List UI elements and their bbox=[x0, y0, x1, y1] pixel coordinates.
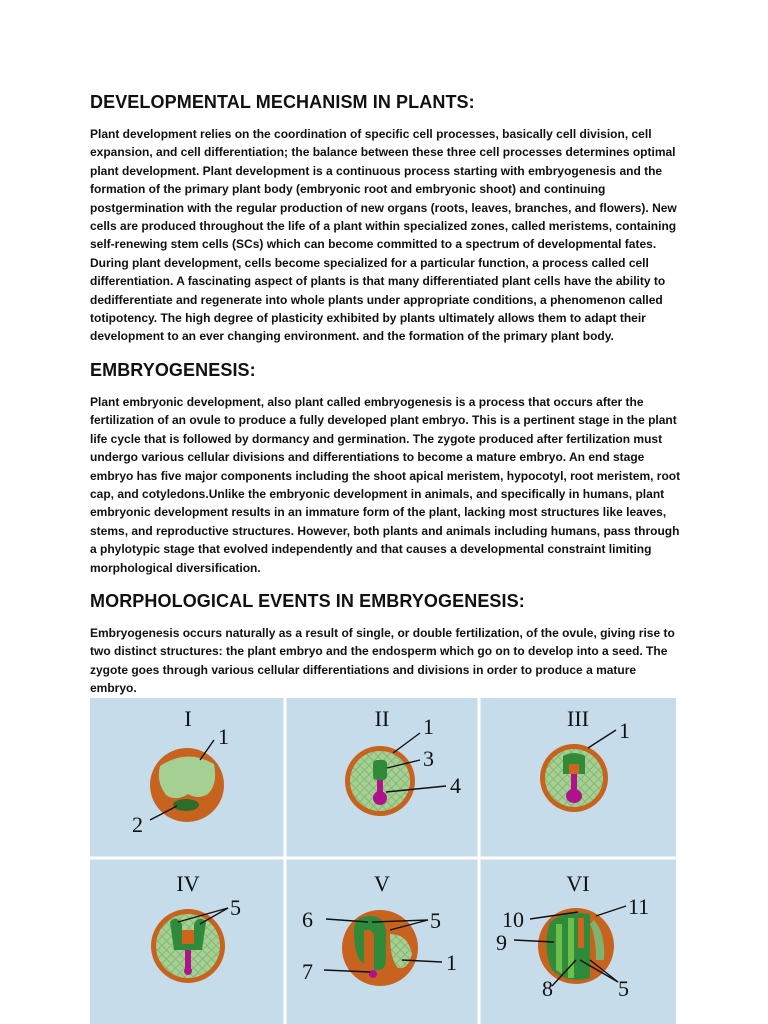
stage-5-root-cap bbox=[369, 970, 377, 978]
stage-3-suspensor bbox=[571, 774, 577, 790]
stage-6-label-5: 5 bbox=[618, 976, 629, 1001]
stage-1-label-1: 1 bbox=[218, 724, 229, 749]
stage-4-core bbox=[182, 930, 194, 944]
stage-2-suspensor bbox=[377, 780, 383, 792]
stage-6-panel bbox=[496, 871, 649, 1001]
stage-5-panel bbox=[302, 871, 457, 986]
stage-6-label-9: 9 bbox=[496, 930, 507, 955]
stage-6-label-10: 10 bbox=[502, 907, 524, 932]
stage-1-label-2: 2 bbox=[132, 812, 143, 837]
stage-4-label-5: 5 bbox=[230, 895, 241, 920]
document-body bbox=[90, 92, 682, 698]
stage-4-panel bbox=[151, 871, 241, 983]
stage-2-numeral: II bbox=[374, 706, 390, 731]
stage-1-zygote bbox=[173, 799, 199, 811]
stage-5-numeral: V bbox=[374, 871, 390, 896]
stage-2-proembryo bbox=[373, 760, 387, 780]
stage-3-numeral: III bbox=[567, 706, 589, 731]
stage-1-numeral: I bbox=[184, 706, 192, 731]
stage-2-basal-cell bbox=[373, 791, 387, 805]
stage-5-label-5: 5 bbox=[430, 908, 441, 933]
stage-5-label-7: 7 bbox=[302, 959, 313, 984]
stage-2-label-3: 3 bbox=[423, 746, 434, 771]
stage-6-shoot-meristem bbox=[578, 918, 584, 948]
stage-1-endosperm bbox=[159, 756, 215, 798]
paragraph-embryogenesis: Plant embryonic development, also plant called embryogenesis is a process that occurs after the fertilization of an ovule to produce a fully developed plant embryo. This is a pertinent stage in the plant life cycle that is followed by dormancy and germination. The zygote produced after fertilization must undergo various cellular divisions and differentiations to become a mature embryo. An end stage embryo has five major components including the shoot apical meristem, hypocotyl, root meristem, root cap, and cotyledons.Unlike the embryonic development in animals, and specifically in humans, plant embryonic development results in an immature form of the plant, lacking most structures like leaves, stems, and reproductive structures. However, both plants and animals including humans, pass through a phylotypic stage that evolved independently and that causes a developmental constraint limiting morphological diversification. bbox=[90, 394, 681, 575]
paragraph-developmental-mechanism: Plant development relies on the coordination of specific cell processes, basically cell division, cell expansion, and cell differentiation; the balance between these three cell processes determines optimal plant development. Plant development is a continuous process starting with embryogenesis and the formation of the primary plant body (embryonic root and embryonic shoot) and continuing postgermination with the regular production of new organs (roots, leaves, branches, and flowers). New cells are produced throughout the life of a plant within specialized zones, called meristems, containing self-renewing stem cells (SCs) which can become committed to a spectrum of developmental fates. During plant development, cells become specialized for a particular function, a process called cell differentiation. A fascinating aspect of plants is that many differentiated plant cells have the ability to dedifferentiate and regenerate into whole plants under appropriate conditions, a phenomenon called totipotency. The high degree of plasticity exhibited by plants ultimately allows them to adapt their development to an ever changing environment. and the formation of the primary plant body. bbox=[90, 127, 677, 344]
stage-4-basal-cell bbox=[184, 967, 192, 975]
stage-3-label-1: 1 bbox=[619, 718, 630, 743]
stage-5-label-1: 1 bbox=[446, 950, 457, 975]
stage-6-cotyledon-stripe-2 bbox=[568, 918, 574, 978]
heading-developmental-mechanism: DEVELOPMENTAL MECHANISM IN PLANTS: bbox=[90, 92, 475, 112]
stage-3-panel bbox=[540, 706, 630, 812]
stage-2-label-1: 1 bbox=[423, 714, 434, 739]
stage-2-label-4: 4 bbox=[450, 773, 461, 798]
stage-6-cotyledon-stripe-1 bbox=[556, 924, 562, 974]
stage-3-basal-cell bbox=[566, 789, 582, 803]
stage-5-label-6: 6 bbox=[302, 907, 313, 932]
heading-embryogenesis: EMBRYOGENESIS: bbox=[90, 359, 256, 380]
stage-4-numeral: IV bbox=[176, 871, 200, 896]
embryogenesis-figure bbox=[90, 698, 676, 1024]
stage-6-label-11: 11 bbox=[628, 894, 650, 919]
heading-morphological-events: MORPHOLOGICAL EVENTS IN EMBRYOGENESIS: bbox=[90, 590, 525, 611]
stage-1-panel bbox=[132, 706, 229, 837]
stage-2-panel bbox=[345, 706, 461, 816]
stage-6-label-8: 8 bbox=[542, 976, 553, 1001]
embryogenesis-diagram bbox=[90, 698, 676, 1024]
stage-3-core bbox=[569, 764, 579, 774]
paragraph-morphological-events: Embryogenesis occurs naturally as a result of single, or double fertilization, of the ovule, giving rise to two distinct structures: the plant embryo and the endosperm which go on to develop into a seed. The zygote goes through various cellular differentiations and divisions in order to produce a mature embryo. bbox=[90, 625, 675, 696]
stage-4-suspensor bbox=[185, 950, 191, 968]
stage-6-numeral: VI bbox=[566, 871, 590, 896]
